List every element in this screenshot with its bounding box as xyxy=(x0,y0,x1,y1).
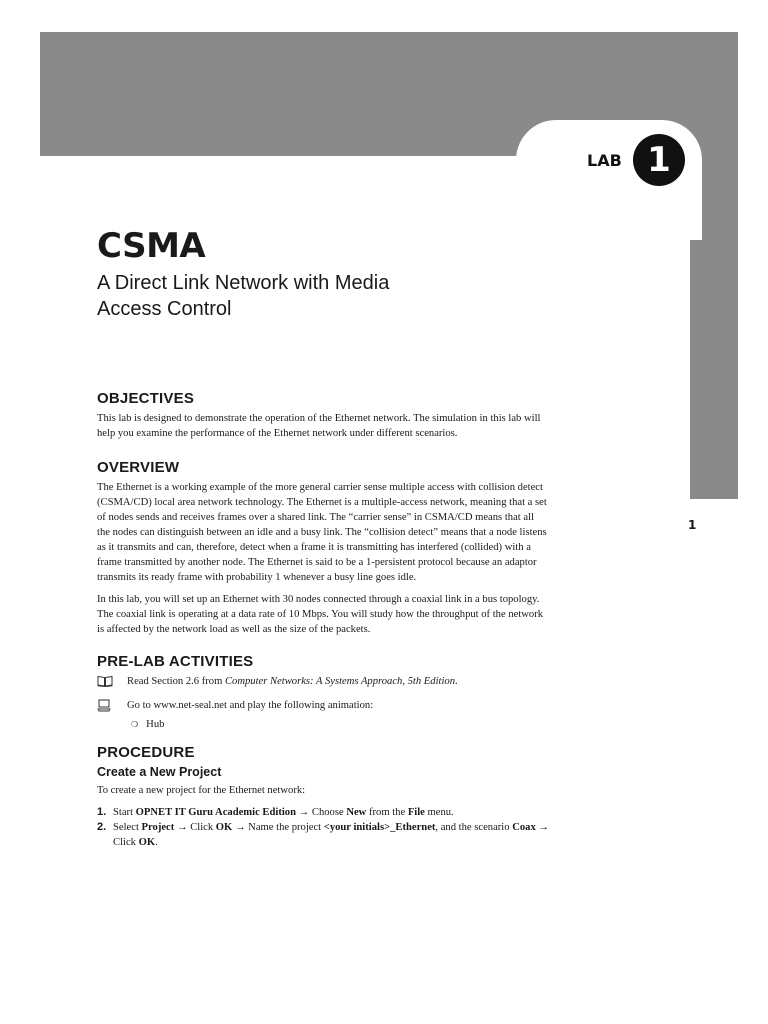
circle-bullet-icon: ❍ xyxy=(131,720,139,729)
procedure-step: 2. Select Project → Click OK → Name the project <your initials>_Ethernet, and the scenario Coax → Click OK. xyxy=(97,821,549,848)
objectives-heading: OBJECTIVES xyxy=(97,390,195,407)
lab-label: LAB xyxy=(587,151,622,170)
arrow-icon: → xyxy=(176,822,188,833)
prelab-animation-subitem: ❍ Hub xyxy=(131,719,165,730)
prelab-animation-text: Go to www.net-seal.net and play the following animation: xyxy=(127,700,374,711)
procedure-section xyxy=(97,744,549,850)
prelab-activity-animation xyxy=(97,698,549,717)
procedure-step: 1. Start OPNET IT Guru Academic Edition → Choose New from the File menu. xyxy=(97,806,454,818)
overview-heading: OVERVIEW xyxy=(97,459,180,476)
arrow-icon: → xyxy=(538,822,549,833)
page-number: 1 xyxy=(688,518,697,532)
computer-icon xyxy=(97,698,127,717)
lab-number-badge xyxy=(633,134,685,186)
overview-paragraph: The Ethernet is a working example of the more general carrier sense multiple access with collision detect (CSMA/CD) local area network technology. The Ethernet is a multiple-access network, meaning that a set of nodes sends and receives frames over a shared link. The “carrier sense” in CSMA/CD means that all the nodes can distinguish between an idle and a busy link. The “collision detect” means that a node listens as it transmits and can, therefore, detect when a frame it is transmitting has interfered (collided) with a frame transmitted by another node. The Ethernet is said to be a 1-persistent protocol because an adaptor transmits its ready frame with probability 1 whenever a busy line goes idle. xyxy=(97,482,547,583)
procedure-heading: PROCEDURE xyxy=(97,744,195,761)
prelab-heading: PRE-LAB ACTIVITIES xyxy=(97,653,254,670)
book-icon xyxy=(97,674,127,692)
procedure-subheading: Create a New Project xyxy=(97,765,222,779)
page-content xyxy=(97,226,549,850)
page-subtitle: A Direct Link Network with Media Access Control xyxy=(97,272,390,320)
procedure-intro: To create a new project for the Ethernet network: xyxy=(97,785,306,796)
prelab-activity-read xyxy=(97,674,549,692)
overview-paragraph: In this lab, you will set up an Ethernet with 30 nodes connected through a coaxial link in a bus topology. The coaxial link is operating at a data rate of 10 Mbps. You will study how the throughput of the network is affected by the network load as well as the size of the packets. xyxy=(97,594,544,635)
arrow-icon: → xyxy=(234,822,246,833)
prelab-read-text: Read Section 2.6 from Computer Networks: A Systems Approach, 5th Edition. xyxy=(127,676,458,687)
arrow-icon: → xyxy=(298,807,310,818)
overview-section xyxy=(97,459,549,637)
prelab-section xyxy=(97,653,549,732)
page-title: CSMA xyxy=(97,226,206,266)
objectives-section xyxy=(97,390,549,441)
objectives-text: This lab is designed to demonstrate the operation of the Ethernet network. The simulation in this lab will help you examine the performance of the Ethernet network under different scenarios. xyxy=(97,413,541,439)
lab-number: 1 xyxy=(647,140,671,180)
procedure-steps xyxy=(97,805,549,850)
